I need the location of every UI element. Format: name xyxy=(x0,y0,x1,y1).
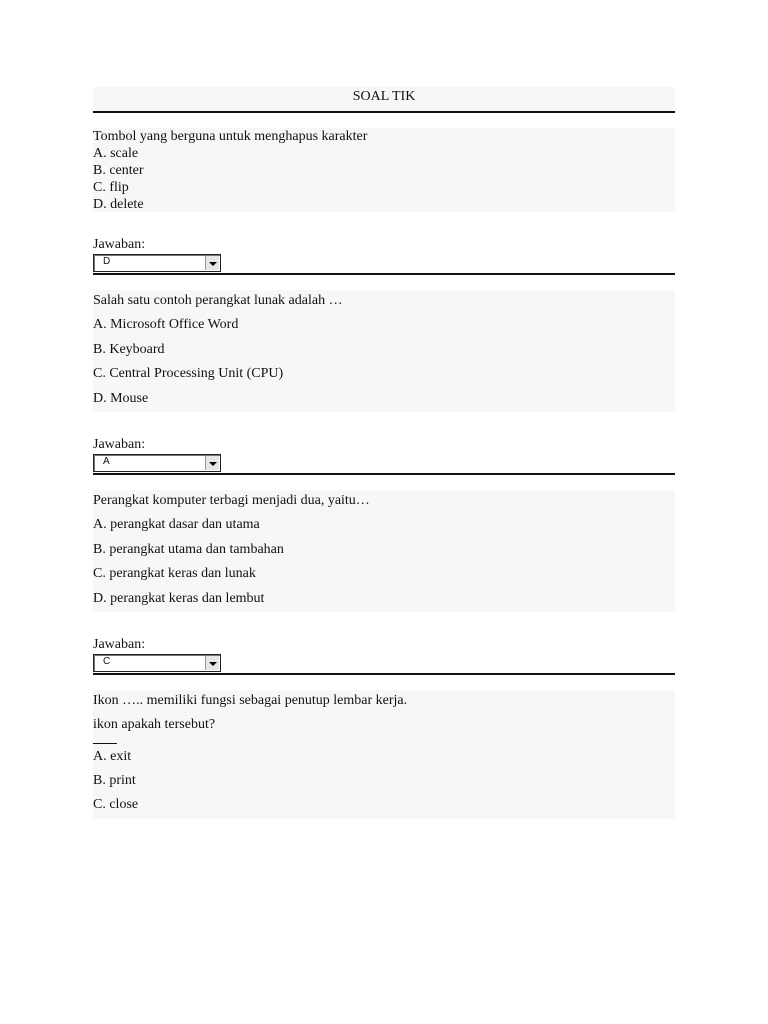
question-1 xyxy=(93,128,675,212)
divider xyxy=(93,473,675,475)
answer-value: C xyxy=(103,655,111,667)
option-c: C. close xyxy=(93,797,139,813)
answer-label: Jawaban: xyxy=(93,436,146,452)
answer-block-3 xyxy=(93,637,675,672)
option-d: D. delete xyxy=(93,197,144,212)
blank-line xyxy=(93,739,117,744)
divider xyxy=(93,673,675,675)
answer-block-1 xyxy=(93,237,675,272)
question-3 xyxy=(93,490,675,612)
answer-block-2 xyxy=(93,437,675,472)
option-a: A. perangkat dasar dan utama xyxy=(93,517,260,533)
page-title: SOAL TIK xyxy=(93,87,675,113)
option-c: C. perangkat keras dan lunak xyxy=(93,566,256,582)
option-b: B. print xyxy=(93,773,136,789)
answer-select-2[interactable] xyxy=(93,454,221,472)
question-text-2: ikon apakah tersebut? xyxy=(93,717,216,733)
question-4 xyxy=(93,690,675,819)
option-a: A. exit xyxy=(93,748,132,764)
option-a: A. scale xyxy=(93,146,139,161)
question-2 xyxy=(93,290,675,412)
option-c: C. flip xyxy=(93,180,129,195)
option-a: A. Microsoft Office Word xyxy=(93,317,239,333)
answer-value: D xyxy=(103,256,111,267)
option-c: C. Central Processing Unit (CPU) xyxy=(93,366,284,382)
answer-label: Jawaban: xyxy=(93,237,146,252)
answer-value: A xyxy=(103,455,110,467)
quiz-page xyxy=(93,87,675,819)
chevron-down-icon[interactable] xyxy=(205,256,219,270)
answer-select-3[interactable] xyxy=(93,654,221,672)
option-d: D. perangkat keras dan lembut xyxy=(93,590,265,606)
option-b: B. center xyxy=(93,163,144,178)
question-text: Salah satu contoh perangkat lunak adalah … xyxy=(93,293,343,308)
question-text: Ikon ….. memiliki fungsi sebagai penutup lembar kerja. xyxy=(93,692,408,708)
option-d: D. Mouse xyxy=(93,390,149,406)
chevron-down-icon[interactable] xyxy=(205,456,219,470)
option-b: B. perangkat utama dan tambahan xyxy=(93,541,284,557)
question-text: Perangkat komputer terbagi menjadi dua, yaitu… xyxy=(93,492,370,508)
question-text: Tombol yang berguna untuk menghapus karakter xyxy=(93,129,368,144)
answer-select-1[interactable] xyxy=(93,254,221,272)
chevron-down-icon[interactable] xyxy=(205,656,219,670)
divider xyxy=(93,273,675,275)
answer-label: Jawaban: xyxy=(93,636,146,652)
option-b: B. Keyboard xyxy=(93,341,165,357)
